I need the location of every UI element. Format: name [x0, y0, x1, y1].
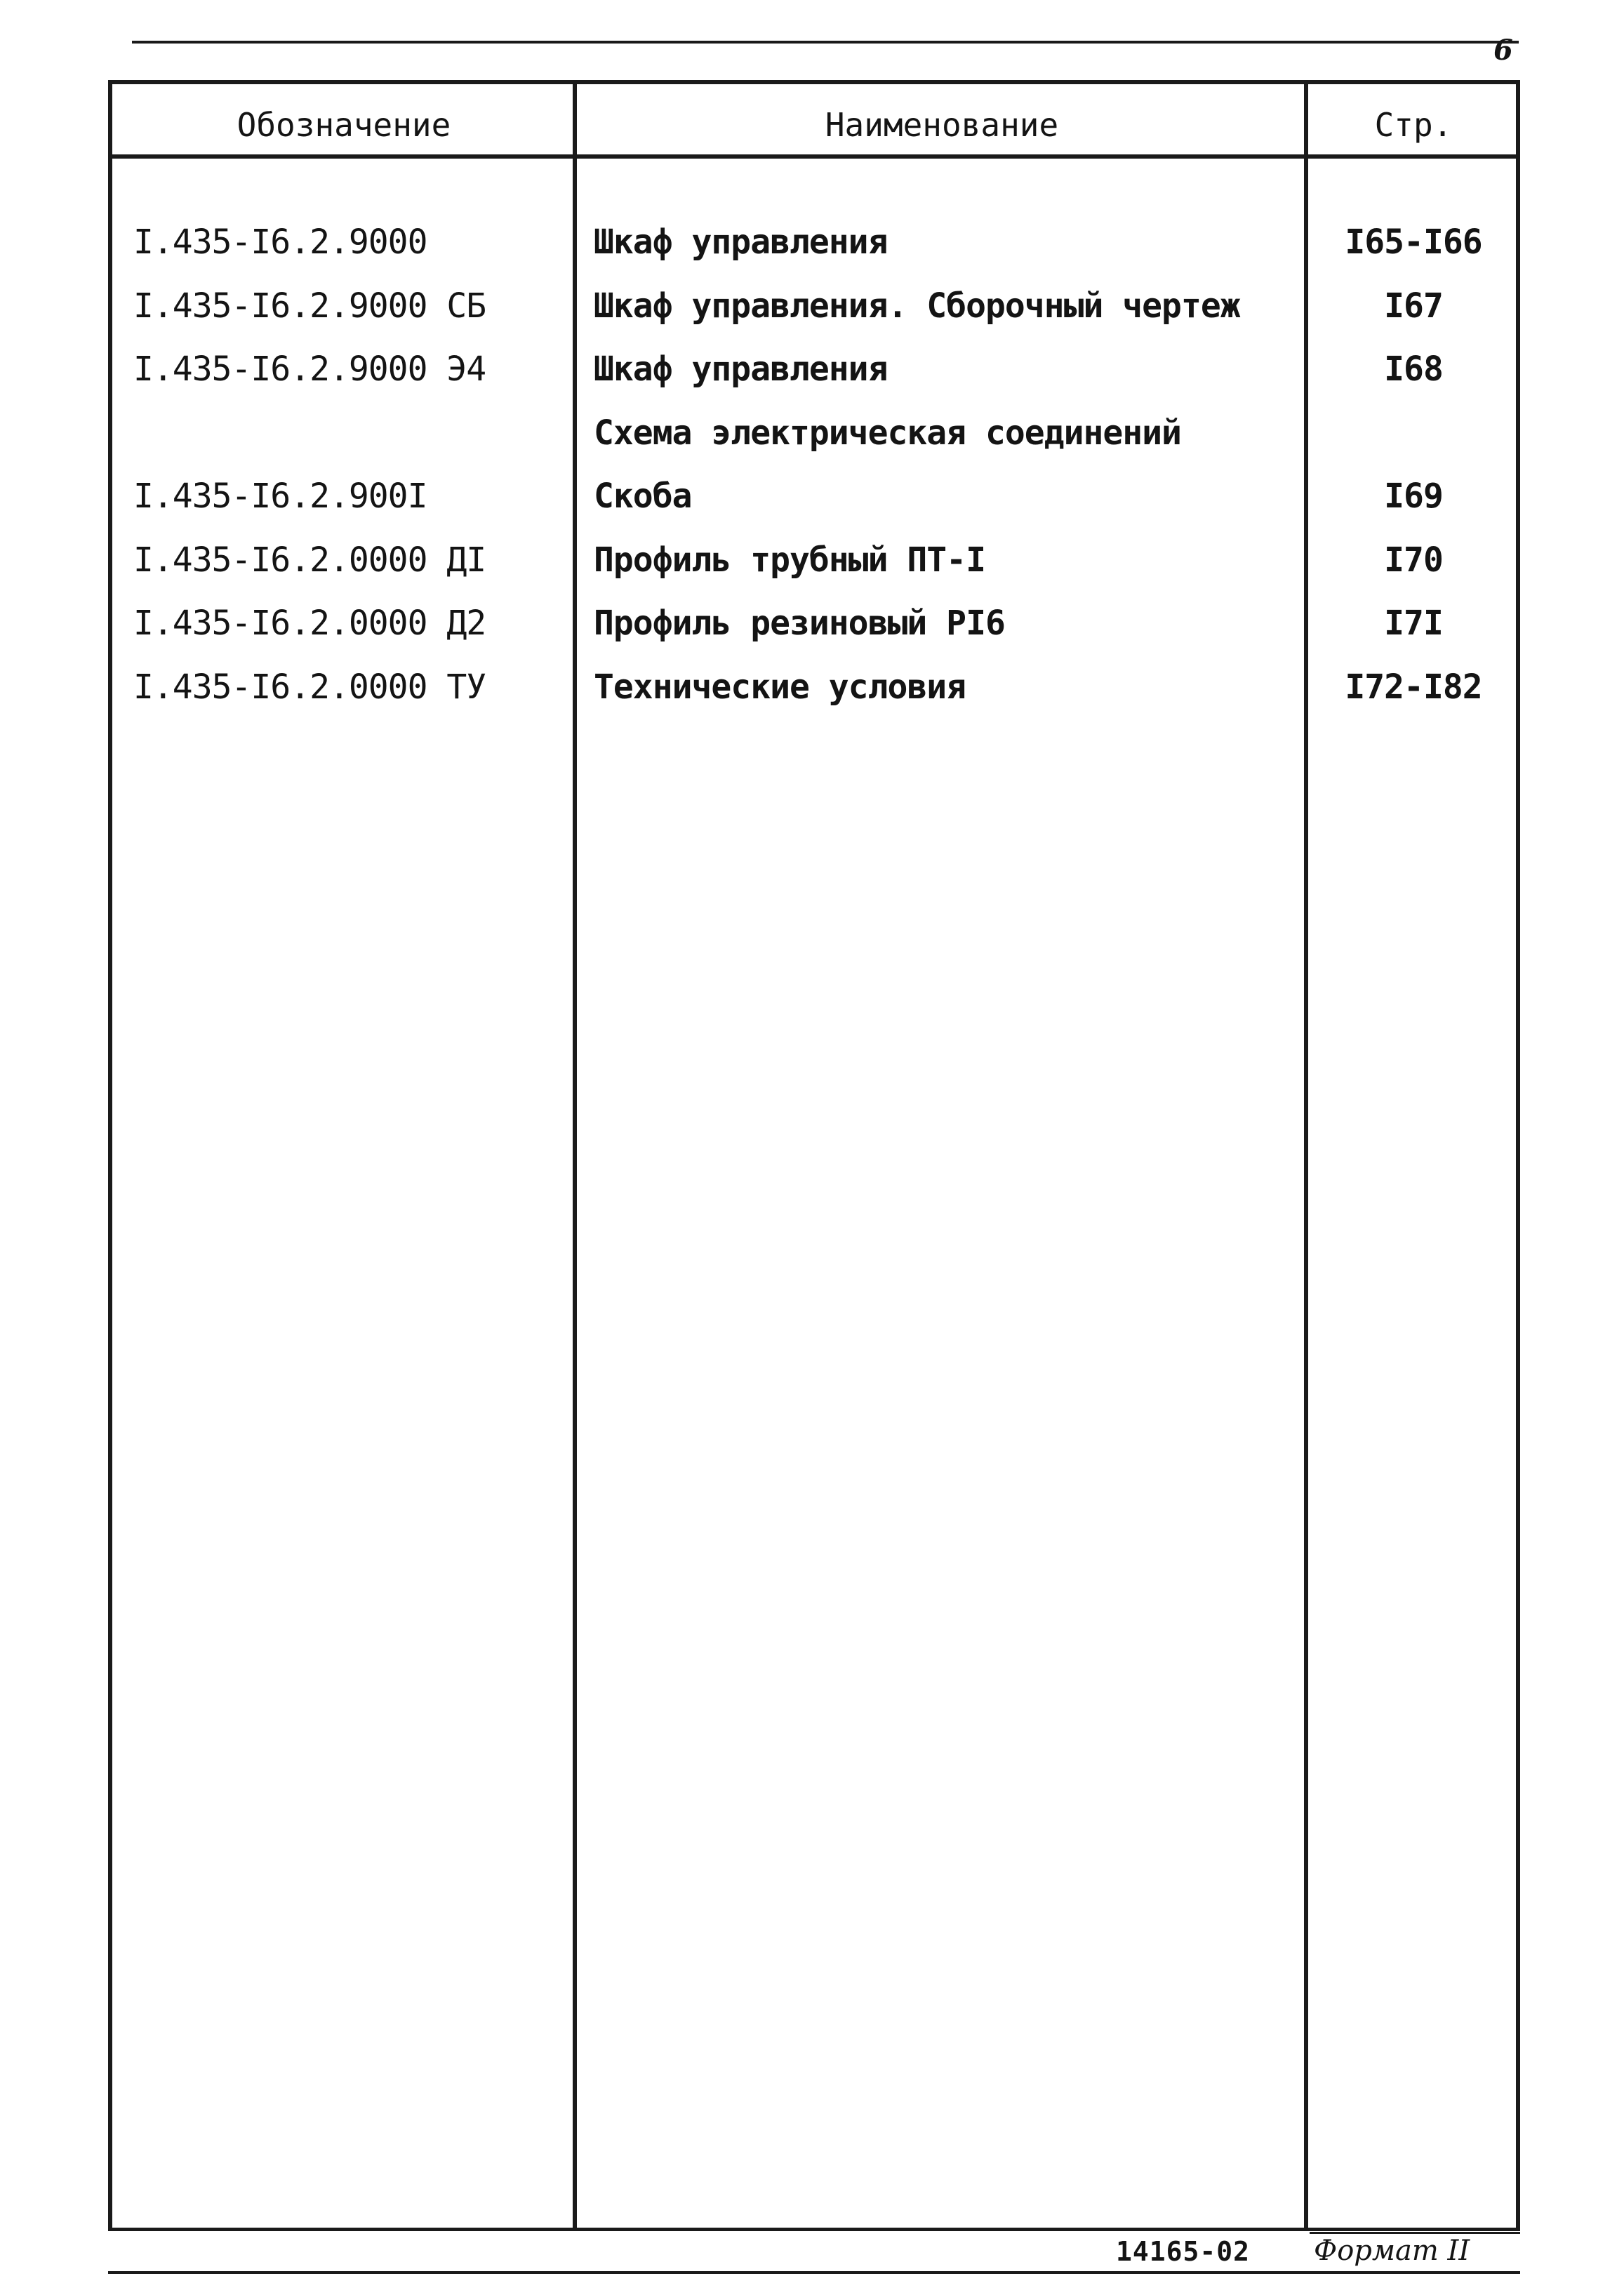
row-code: I.435-I6.2.9000 Э4 [133, 350, 486, 389]
row-code: I.435-I6.2.900I [133, 477, 427, 516]
header-page: Стр. [1374, 106, 1453, 144]
table-row [0, 656, 1624, 719]
header-bottom-border [108, 154, 1520, 159]
row-name: Профиль резиновый РI6 [594, 604, 1005, 643]
table-row [0, 211, 1624, 274]
row-page [1308, 401, 1519, 465]
table-row [0, 274, 1624, 338]
row-page: I7I [1384, 604, 1443, 643]
header-designation: Обозначение [237, 106, 451, 144]
row-code: I.435-I6.2.0000 ДI [133, 540, 486, 580]
header-name: Наименование [825, 106, 1059, 144]
table-body [0, 211, 1624, 719]
format-label: Формат II [1314, 2235, 1470, 2267]
row-page: I65-I66 [1345, 222, 1482, 262]
row-name: Шкаф управления [594, 350, 888, 389]
bottom-rule [108, 2271, 1520, 2274]
row-page: I70 [1384, 540, 1443, 580]
top-rule [132, 41, 1519, 44]
row-code [133, 401, 568, 465]
table-row [0, 528, 1624, 592]
row-page: I68 [1384, 350, 1443, 389]
row-code: I.435-I6.2.9000 [133, 222, 427, 262]
row-name: Шкаф управления [594, 222, 888, 262]
row-name: Схема электрическая соединений [594, 413, 1181, 453]
row-page: I67 [1384, 286, 1443, 326]
table-row [0, 338, 1624, 401]
row-code: I.435-I6.2.9000 СБ [133, 286, 486, 326]
table-row [0, 592, 1624, 656]
table-row [0, 401, 1624, 465]
row-code: I.435-I6.2.0000 Д2 [133, 604, 486, 643]
document-number: 14165-02 [1116, 2236, 1251, 2267]
row-name: Технические условия [594, 667, 966, 707]
row-name: Профиль трубный ПТ-I [594, 540, 985, 580]
table-bottom-border [108, 2228, 1520, 2231]
corner-page-mark: 6 [1493, 34, 1513, 67]
row-name: Шкаф управления. Сборочный чертеж [594, 286, 1240, 326]
row-page: I69 [1384, 477, 1443, 516]
row-page: I72-I82 [1345, 667, 1482, 707]
row-code: I.435-I6.2.0000 ТУ [133, 667, 486, 707]
table-top-border [108, 80, 1520, 84]
table-row [0, 465, 1624, 528]
row-name: Скоба [594, 477, 692, 516]
